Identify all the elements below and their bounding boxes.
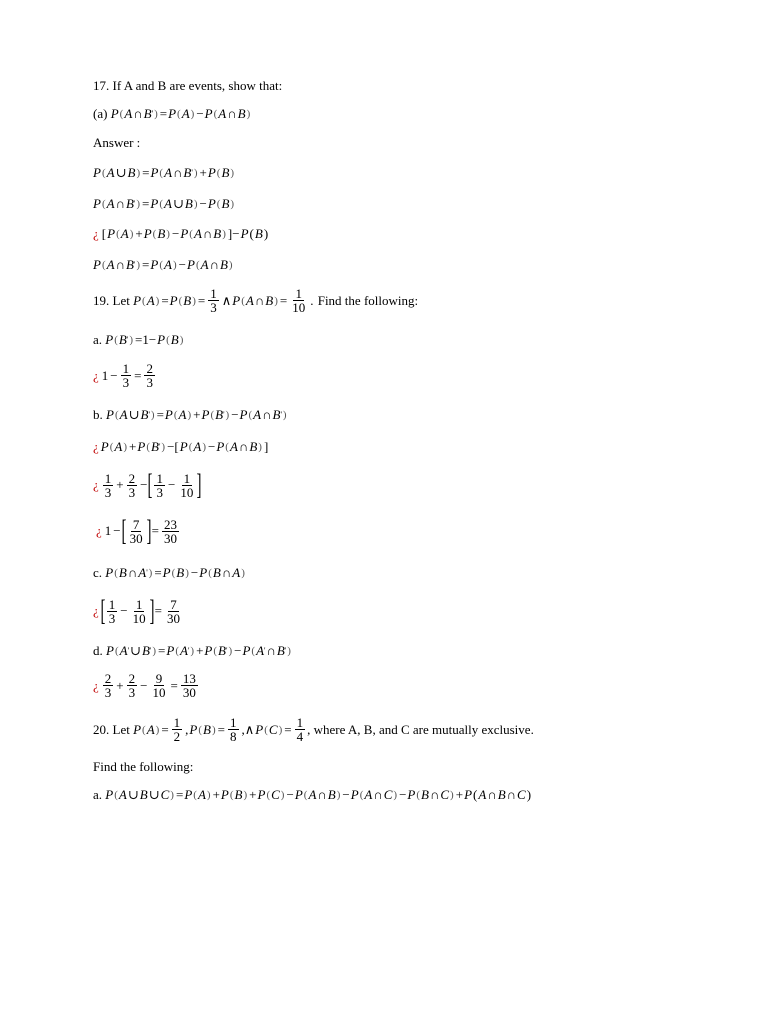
fraction: $\frac{2}{3}$ [146, 361, 153, 390]
q19-b: b. P ( A ∪ B ' ) = P ( A ) + P ( B ' ) − P ( A ∩ B ' ) [93, 407, 287, 422]
q19-a: a. P ( B ' ) =1− P ( B ) [93, 332, 184, 347]
q19-b-result: ¿ 1 − [ $\frac{7}{30}$ ] = $\frac{23}{30}$ [96, 514, 177, 547]
fraction: $\frac{9}{10}$ [152, 671, 166, 700]
fraction: $\frac{2}{3}$ [104, 671, 112, 700]
fraction: $\frac{1}{3}$ [104, 470, 112, 500]
q19-c-result: ¿ [ $\frac{1}{3}$ − $\frac{1}{10}$ ] = $\frac{7}{30}$ [93, 594, 180, 627]
fraction: $\frac{1}{8}$ [230, 715, 237, 744]
fraction: $\frac{1}{3}$ [122, 361, 130, 390]
q19-intro: 19. Let P ( A ) = P ( B ) = $\frac{1}{3}$ ∧ P ( A ∩ B ) = $\frac{1}{10}$ . Find the following: [93, 286, 419, 315]
q17-title: 17. If A and B are events, show that: [93, 78, 283, 93]
q19-b-step1: ¿ P ( A ) + P ( B ' ) −[ P ( A ) − P ( A ∩ B ) ] [93, 439, 269, 454]
eq-expand: ¿ [ P ( A ) + P ( B ) − P ( A ∩ B ) ]− P ( B ) [93, 226, 269, 241]
q20-find: Find the following: [93, 759, 194, 774]
q19-b-step2: ¿ $\frac{1}{3}$ + $\frac{2}{3}$ − [ $\frac{1}{3}$ − $\frac{1}{10}$ ] [93, 468, 202, 501]
q17-part-a: (a) P ( A ∩ B ' ) = P ( A ) − P ( A ∩ B ) [93, 106, 251, 121]
q19-a-result: ¿ 1 − $\frac{1}{3}$ = $\frac{2}{3}$ [93, 361, 153, 390]
fraction: $\frac{7}{30}$ [129, 516, 143, 546]
fraction: $\frac{7}{30}$ [166, 596, 180, 626]
fraction: $\frac{1}{3}$ [210, 286, 217, 315]
q20-a: a. P ( A ∪ B ∪ C ) = P ( A ) + P ( B ) + P ( C ) − P ( A ∩ B ) − P ( A ∩ C ) − P ( B ∩ C ) + P ( A ∩ B ∩ C ) [93, 787, 532, 802]
fraction: $\frac{1}{10}$ [132, 596, 146, 626]
fraction: $\frac{2}{3}$ [128, 671, 136, 700]
eq-union: P ( A ∪ B ) = P ( A ∩ B ' ) + P ( B ) [93, 165, 235, 180]
fraction: $\frac{23}{30}$ [163, 516, 177, 546]
fraction: $\frac{13}{30}$ [182, 671, 196, 700]
q19-c: c. P ( B ∩ A ' ) = P ( B ) − P ( B ∩ A ) [93, 565, 245, 580]
eq-inter-1: P ( A ∩ B ' ) = P ( A ∪ B ) − P ( B ) [93, 196, 235, 211]
fraction: $\frac{1}{10}$ [180, 470, 194, 500]
q20-intro: 20. Let P ( A ) = $\frac{1}{2}$ , P ( B ) = $\frac{1}{8}$ ,∧ P ( C ) = $\frac{1}{4}$ , where A, B, and C are mutually exclusive . [93, 715, 534, 744]
fraction: $\frac{1}{3}$ [156, 470, 163, 500]
fraction: $\frac{1}{4}$ [296, 715, 304, 744]
q19-d: d. P ( A ' ∪ B ' ) = P ( A ' ) + P ( B ' ) − P ( A ' ∩ B ' ) [93, 643, 291, 658]
eq-result: P ( A ∩ B ' ) = P ( A ) − P ( A ∩ B ) [93, 257, 233, 272]
fraction: $\frac{2}{3}$ [128, 470, 136, 500]
q19-d-result: ¿ $\frac{2}{3}$ + $\frac{2}{3}$ − $\frac{9}{10}$ = $\frac{13}{30}$ [93, 671, 196, 700]
fraction: $\frac{1}{3}$ [108, 596, 116, 626]
fraction: $\frac{1}{2}$ [173, 715, 181, 744]
answer-label: Answer : [93, 135, 141, 150]
fraction: $\frac{1}{10}$ [292, 286, 306, 315]
